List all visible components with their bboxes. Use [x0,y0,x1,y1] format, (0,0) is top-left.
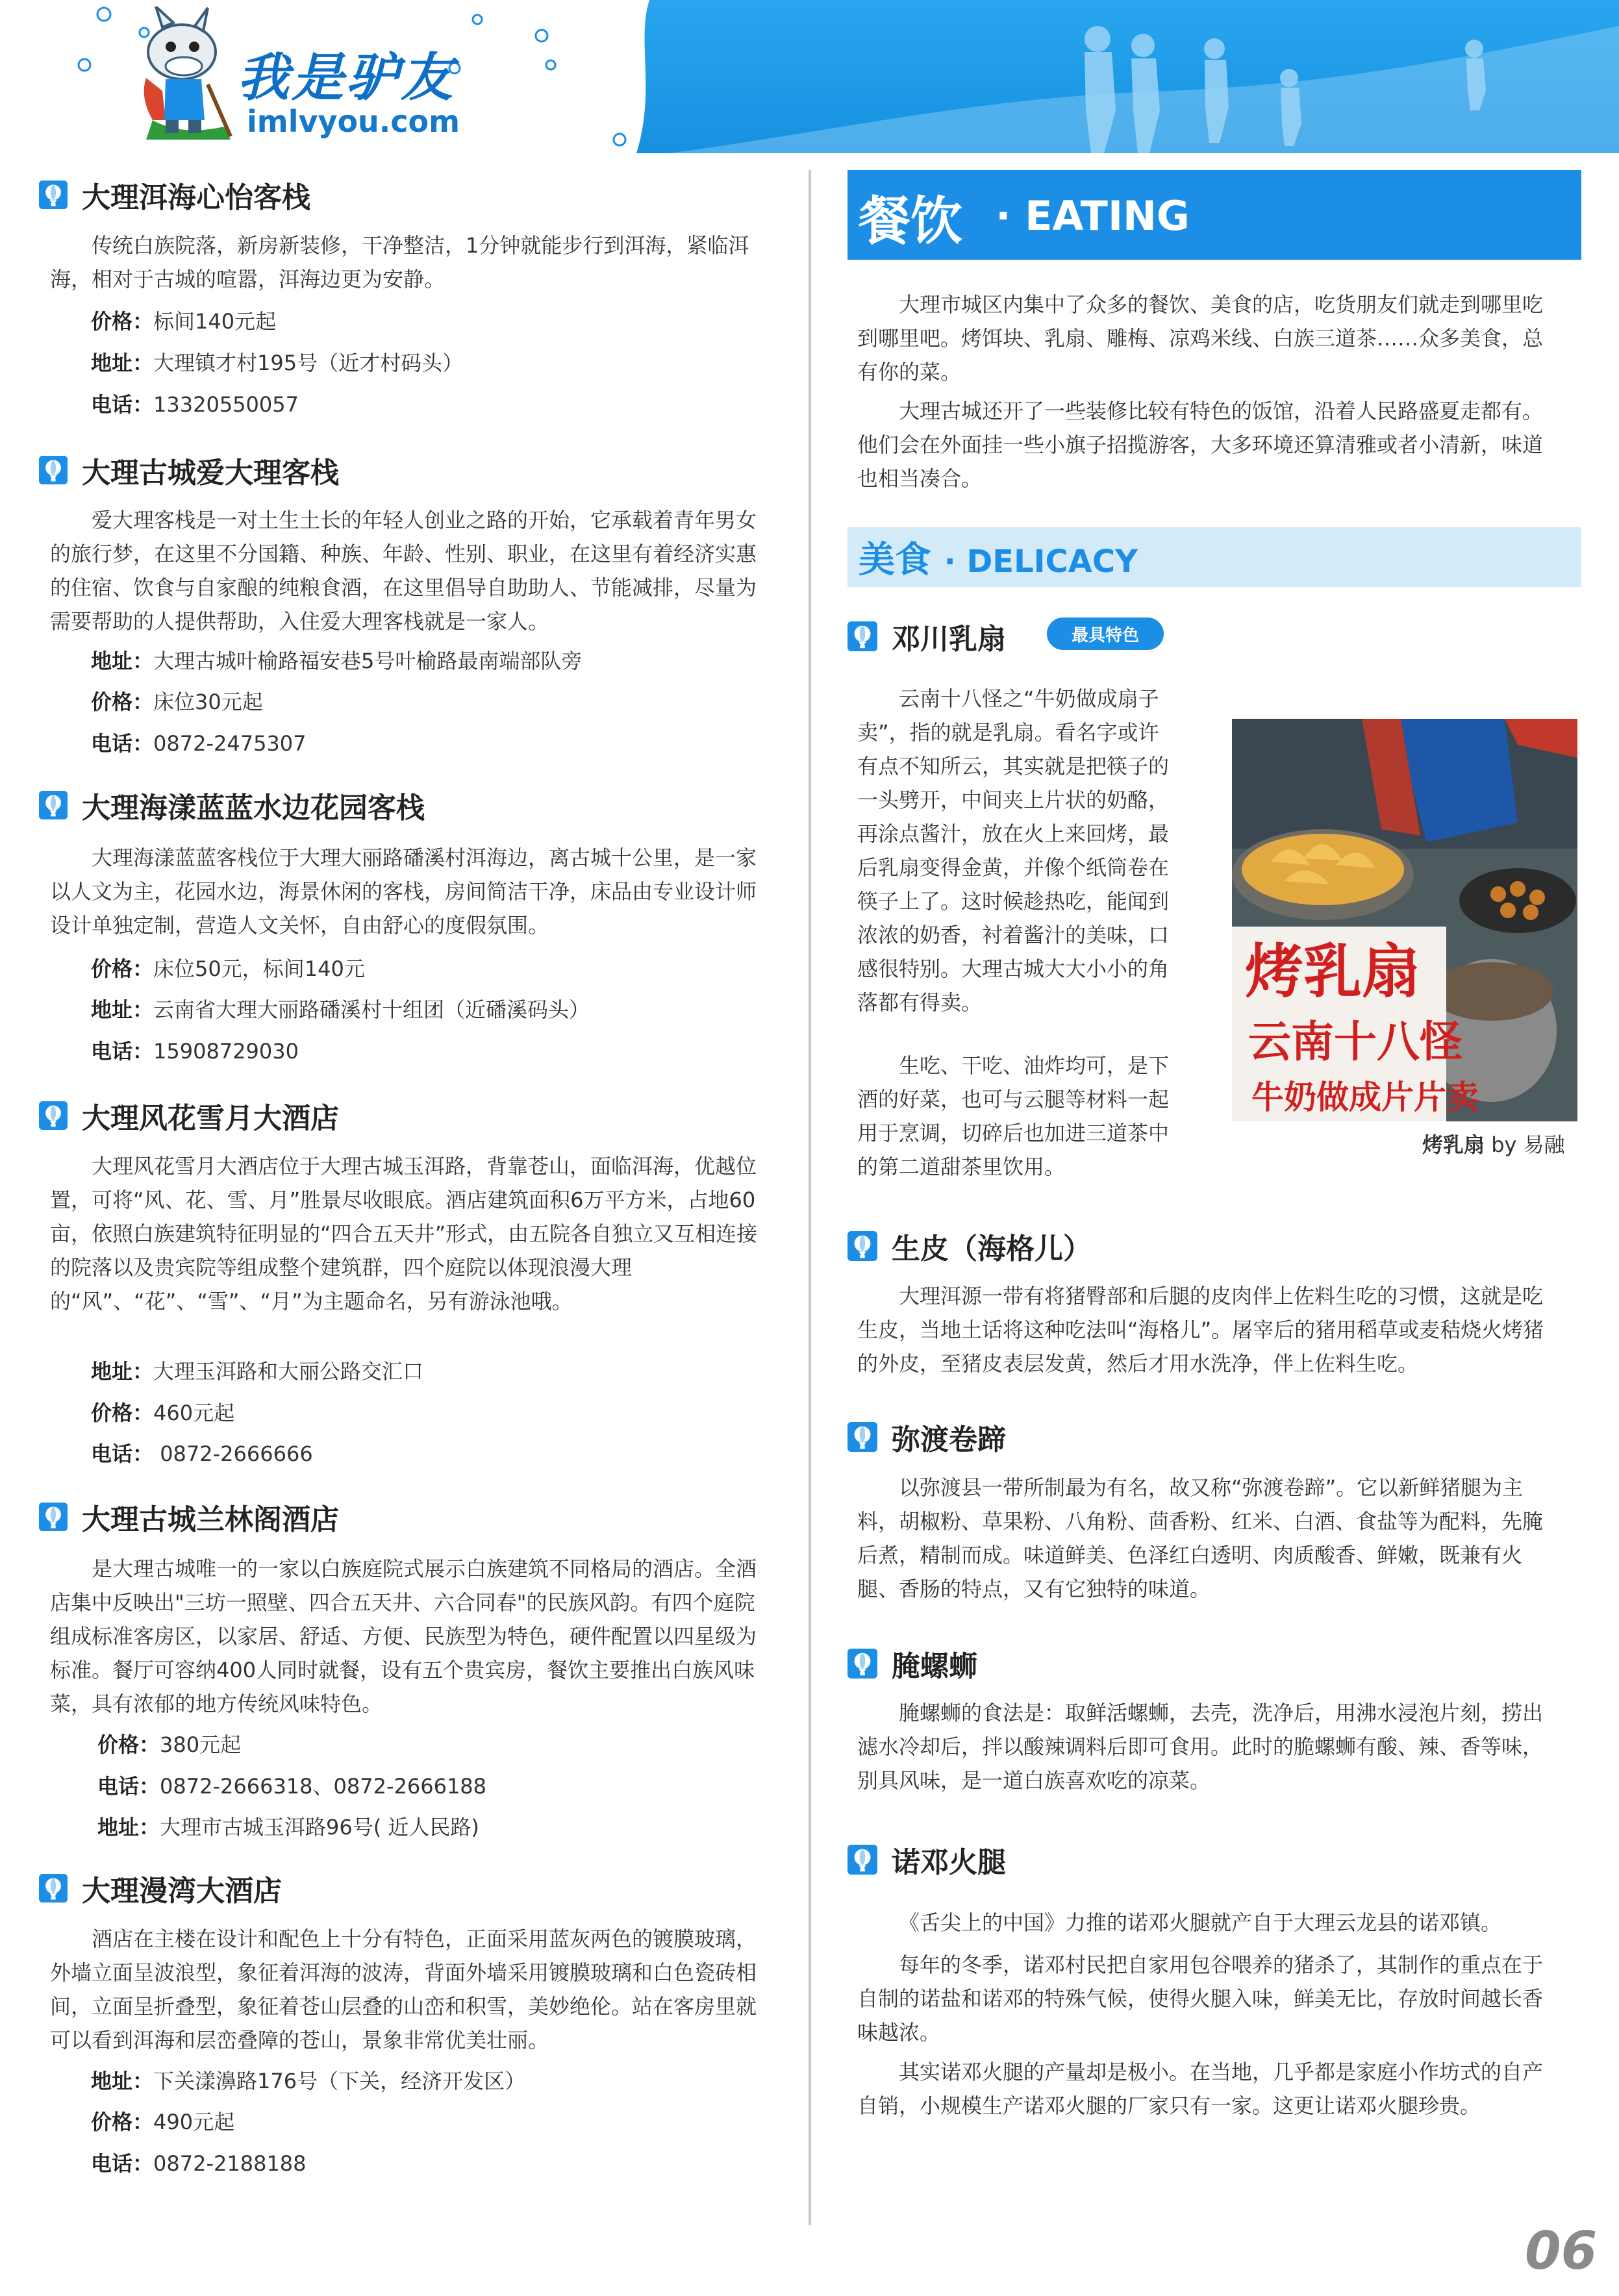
hotel-price: 价格：460元起 [91,1401,235,1425]
balloon-icon [39,1101,68,1130]
hotel-title [39,449,339,491]
hotel-title [39,174,310,216]
food-description: 大理洱源一带有将猪臀部和后腿的皮肉伴上佐料生吃的习惯，这就是吃生皮，当地土话将这种吃法叫“海格儿”。屠宰后的猪用稻草或麦秸烧火烤猪的外皮，至猪皮表层发黄，然后才用水洗净，伴上佐料生吃。 [857,1284,1544,1376]
balloon-icon [847,1422,877,1452]
food-description: 云南十八怪之“牛奶做成扇子卖”，指的就是乳扇。看名字或许有点不知所云，其实就是把筷子的一头劈开，中间夹上片状的奶酪，再涂点酱汁，放在火上来回烤，最后乳扇变得金黄，并像个纸筒卷在筷子上了。这时候趁热吃，能闻到浓浓的奶香，衬着酱汁的美味，口感很特别。大理古城大大小小的角落都有得卖。 [857,686,1170,1015]
hotel-price: 价格：标间140元起 [91,309,277,334]
hotel-name: 大理漫湾大酒店 [82,1875,282,1908]
hotel-name: 大理古城兰林阁酒店 [82,1503,339,1536]
eating-intro-paragraph: 大理古城还开了一些装修比较有特色的饭馆，沿着人民路盛夏走都有。他们会在外面挂一些小旗子招揽游客，大多环境还算清雅或者小清新，味道也相当凑合。 [857,399,1544,491]
hotel-description: 酒店在主楼在设计和配色上十分有特色，正面采用蓝灰两色的镀膜玻璃，外墙立面呈波浪型，象征着洱海的波涛，背面外墙采用镀膜玻璃和白色瓷砖相间，立面呈折叠型，象征着苍山层叠的山峦和积雪，美妙绝伦。站在客房里就可以看到洱海和层峦叠障的苍山，景象非常优美壮丽。 [50,1927,757,2053]
hotel-description: 传统白族院落，新房新装修，干净整洁，1分钟就能步行到洱海，紧临洱海，相对于古城的喧嚣，洱海边更为安静。 [50,233,749,292]
balloon-icon [847,1845,877,1875]
delicacy-title-cn: 美食 [859,539,931,581]
hotel-address: 地址：下关漾濞路176号（下关，经济开发区） [91,2069,526,2093]
delicacy-title [859,531,1138,583]
hotel-price: 价格：床位30元起 [91,690,263,714]
balloon-icon [39,1874,68,1903]
balloon-icon [847,1231,877,1261]
balloon-icon [39,791,68,819]
eating-intro-paragraph: 大理市城区内集中了众多的餐饮、美食的店，吃货朋友们就走到哪里吃到哪里吧。烤饵块、乳扇、雕梅、凉鸡米线、白族三道茶……众多美食，总有你的菜。 [857,292,1544,384]
photo-sign-line2: 云南十八怪 [1248,1017,1462,1067]
hotel-name: 大理海漾蓝蓝水边花园客栈 [82,792,425,825]
hotel-address: 地址：大理玉洱路和大丽公路交汇口 [91,1359,424,1384]
column-divider [809,170,811,2225]
hotel-price: 价格：490元起 [91,2110,235,2134]
page-number: 06 [1525,2221,1598,2281]
balloon-icon [39,1503,68,1531]
food-description: 每年的冬季，诺邓村民把自家用包谷喂养的猪杀了，其制作的重点在于自制的诺盐和诺邓的特殊气候，使得火腿入味，鲜美无比，存放时间越长香味越浓。 [857,1953,1544,2045]
food-title [847,1416,1006,1458]
food-title [847,616,1006,657]
delicacy-title-en: · DELICACY [944,543,1138,580]
hotel-phone: 电话：13320550057 [91,392,299,417]
food-name: 邓川乳扇 [892,623,1006,656]
site-logo-url[interactable]: imlvyou.com [247,104,460,139]
hotel-address: 地址：大理市古城玉洱路96号( 近人民路) [97,1815,479,1840]
hotel-phone: 电话： 0872-2666666 [91,1441,313,1466]
hotel-phone: 电话：15908729030 [91,1039,299,1064]
hotel-price: 价格：床位50元，标间140元 [91,956,365,981]
food-description: 生吃、干吃、油炸均可，是下酒的好菜，也可与云腿等材料一起用于烹调，切碎后也加进三道茶中的第二道甜茶里饮用。 [857,1053,1170,1179]
balloon-icon [847,1649,877,1678]
photo-sign-line1: 烤乳扇 [1245,938,1420,1006]
hotel-title [39,1867,282,1909]
balloon-icon [847,621,877,651]
hotel-address: 地址：大理古城叶榆路福安巷5号叶榆路最南端部队旁 [91,649,583,673]
hotel-description: 爱大理客栈是一对土生土长的年轻人创业之路的开始，它承载着青年男女的旅行梦，在这里不分国籍、种族、年龄、性别、职业，在这里有着经济实惠的住宿、饮食与自家酿的纯粮食酒，在这里倡导自助助人、节能减排，尽量为需要帮助的人提供帮助，入住爱大理客栈就是一家人。 [50,508,757,634]
food-description: 以弥渡县一带所制最为有名，故又称“弥渡卷蹄”。它以新鲜猪腿为主料，胡椒粉、草果粉、八角粉、茴香粉、红米、白酒、食盐等为配料，先腌后煮，精制而成。味道鲜美、色泽红白透明、肉质酸香、鲜嫩，既兼有火腿、香肠的特点，又有它独特的味道。 [857,1475,1544,1601]
food-name: 生皮（海格儿） [892,1232,1092,1266]
food-title [847,1839,1006,1880]
hotel-title [39,1095,339,1136]
hotel-name: 大理古城爱大理客栈 [82,456,339,490]
feature-badge: 最具特色 [1047,618,1164,650]
donkey-mascot-logo [127,6,237,146]
site-logo-title: 我是驴友 [237,47,455,108]
hotel-price: 价格：380元起 [97,1732,242,1757]
hotel-name: 大理洱海心怡客栈 [82,181,310,214]
hotel-phone: 电话：0872-2475307 [91,731,307,756]
food-title [847,1643,977,1684]
hotel-name: 大理风花雪月大酒店 [82,1102,339,1135]
hotel-title [39,784,425,826]
hotel-description: 是大理古城唯一的一家以白族庭院式展示白族建筑不同格局的酒店。全酒店集中反映出"三坊一照壁、四合五天井、六合同春"的民族风韵。有四个庭院组成标准客房区，以家居、舒适、方便、民族型为特色，硬件配置以四星级为标准。餐厅可容纳400人同时就餐，设有五个贵宾房，餐饮主要推出白族风味菜，具有浓郁的地方传统风味特色。 [50,1556,757,1716]
eating-title-en: · EATING [996,192,1190,240]
food-description: 《舌尖上的中国》力推的诺邓火腿就产自于大理云龙县的诺邓镇。 [899,1910,1502,1935]
food-name: 诺邓火腿 [892,1846,1006,1879]
food-name: 弥渡卷蹄 [892,1423,1006,1456]
food-description: 腌螺蛳的食法是：取鲜活螺蛳，去壳，洗净后，用沸水浸泡片刻，捞出滤水冷却后，拌以酸辣调料后即可食用。此时的脆螺蛳有酸、辣、香等味，别具风味，是一道白族喜欢吃的凉菜。 [857,1701,1544,1793]
balloon-icon [39,456,68,484]
photo-caption-credit: by 易融 [1485,1132,1565,1157]
hotel-title [39,1496,339,1538]
photo-sign-line3: 牛奶做成片片卖 [1251,1079,1479,1116]
hotel-phone: 电话：0872-2666318、0872-2666188 [97,1774,487,1799]
hotel-description: 大理海漾蓝蓝客栈位于大理大丽路磻溪村洱海边，离古城十公里，是一家以人文为主，花园水边，海景休闲的客栈，房间简洁干净，床品由专业设计师设计单独定制，营造人文关怀，自由舒心的度假氛围。 [50,845,757,938]
hotel-phone: 电话：0872-2188188 [91,2151,307,2176]
food-name: 腌螺蛳 [892,1650,977,1683]
balloon-icon [39,181,68,209]
hotel-description: 大理风花雪月大酒店位于大理古城玉洱路，背靠苍山，面临洱海，优越位置，可将“风、花、雪、月”胜景尽收眼底。酒店建筑面积6万平方米，占地60亩，依照白族建筑特征明显的“四合五天井”形式，由五院各自独立又互相连接的院落以及贵宾院等组成整个建筑群，四个庭院以体现浪漫大理的“风”、“花”、“雪”、“月”为主题命名，另有游泳池哦。 [50,1154,758,1314]
food-description: 其实诺邓火腿的产量却是极小。在当地，几乎都是家庭小作坊式的自产自销，小规模生产诺邓火腿的厂家只有一家。这更让诺邓火腿珍贵。 [857,2060,1544,2118]
photo-caption [1422,1129,1565,1158]
photo-caption-title: 烤乳扇 [1422,1132,1485,1157]
eating-title-cn: 餐饮 [859,191,962,251]
hotel-address: 地址：大理镇才村195号（近才村码头） [91,351,464,375]
roasted-rushan-photo [1232,719,1577,1121]
hotel-address: 地址：云南省大理大丽路磻溪村十组团（近磻溪码头） [91,997,590,1022]
food-title [847,1225,1092,1267]
